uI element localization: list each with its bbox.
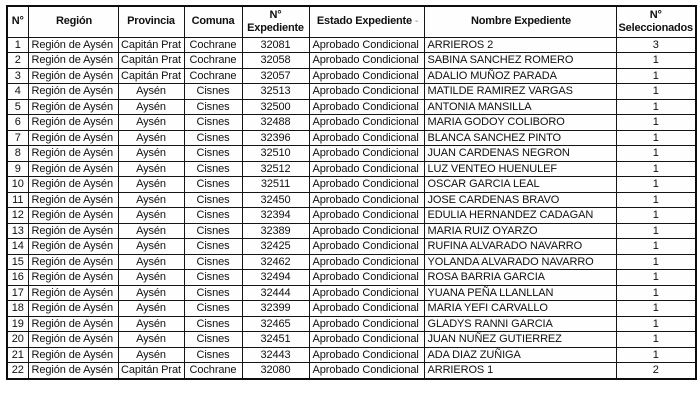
- cell-num: 1: [7, 37, 28, 53]
- cell-seleccionados: 1: [616, 285, 696, 301]
- cell-comuna: Cisnes: [184, 146, 242, 162]
- cell-nombre: EDULIA HERNANDEZ CADAGAN: [424, 208, 616, 224]
- cell-seleccionados: 1: [616, 130, 696, 146]
- cell-nombre: JOSE CARDENAS BRAVO: [424, 192, 616, 208]
- table-row: [7, 332, 696, 348]
- cell-num: 12: [7, 208, 28, 224]
- cell-estado: Aprobado Condicional: [309, 146, 424, 162]
- cell-provincia: Aysén: [118, 332, 184, 348]
- cell-num: 19: [7, 316, 28, 332]
- column-header-num: N°: [7, 6, 28, 37]
- cell-nombre: LUZ VENTEO HUENULEF: [424, 161, 616, 177]
- cell-expediente: 32394: [242, 208, 309, 224]
- cell-estado: Aprobado Condicional: [309, 254, 424, 270]
- cell-seleccionados: 1: [616, 99, 696, 115]
- cell-comuna: Cisnes: [184, 208, 242, 224]
- cell-estado: Aprobado Condicional: [309, 301, 424, 317]
- table-body: [7, 37, 696, 379]
- table-row: [7, 316, 696, 332]
- cell-region: Región de Aysén: [28, 239, 118, 255]
- cell-comuna: Cisnes: [184, 285, 242, 301]
- cell-estado: Aprobado Condicional: [309, 177, 424, 193]
- table-row: [7, 363, 696, 379]
- cell-region: Región de Aysén: [28, 332, 118, 348]
- cell-expediente: 32058: [242, 53, 309, 69]
- cell-region: Región de Aysén: [28, 254, 118, 270]
- cell-estado: Aprobado Condicional: [309, 223, 424, 239]
- cell-provincia: Capitán Prat: [118, 37, 184, 53]
- cell-expediente: 32080: [242, 363, 309, 379]
- cell-region: Región de Aysén: [28, 363, 118, 379]
- cell-nombre: SABINA SANCHEZ ROMERO: [424, 53, 616, 69]
- cell-region: Región de Aysén: [28, 270, 118, 286]
- cell-nombre: RUFINA ALVARADO NAVARRO: [424, 239, 616, 255]
- cell-num: 17: [7, 285, 28, 301]
- cell-provincia: Aysén: [118, 285, 184, 301]
- cell-num: 13: [7, 223, 28, 239]
- cell-comuna: Cisnes: [184, 177, 242, 193]
- cell-seleccionados: 1: [616, 115, 696, 131]
- cell-nombre: MARIA YEFI CARVALLO: [424, 301, 616, 317]
- cell-estado: Aprobado Condicional: [309, 84, 424, 100]
- cell-nombre: MARIA RUIZ OYARZO: [424, 223, 616, 239]
- cell-expediente: 32057: [242, 68, 309, 84]
- cell-seleccionados: 1: [616, 239, 696, 255]
- cell-seleccionados: 1: [616, 161, 696, 177]
- table-row: [7, 146, 696, 162]
- cell-num: 15: [7, 254, 28, 270]
- cell-region: Región de Aysén: [28, 115, 118, 131]
- cell-estado: Aprobado Condicional: [309, 53, 424, 69]
- cell-provincia: Aysén: [118, 208, 184, 224]
- cell-expediente: 32511: [242, 177, 309, 193]
- cell-expediente: 32443: [242, 347, 309, 363]
- table-row: [7, 347, 696, 363]
- cell-comuna: Cisnes: [184, 270, 242, 286]
- table-row: [7, 68, 696, 84]
- cell-comuna: Cisnes: [184, 130, 242, 146]
- cell-num: 2: [7, 53, 28, 69]
- table-row: [7, 285, 696, 301]
- cell-region: Región de Aysén: [28, 285, 118, 301]
- cell-provincia: Aysén: [118, 254, 184, 270]
- column-header-comuna: Comuna: [184, 6, 242, 37]
- cell-estado: Aprobado Condicional: [309, 285, 424, 301]
- cell-expediente: 32510: [242, 146, 309, 162]
- cell-provincia: Aysén: [118, 301, 184, 317]
- cell-estado: Aprobado Condicional: [309, 68, 424, 84]
- cell-comuna: Cochrane: [184, 363, 242, 379]
- column-header-region: Región: [28, 6, 118, 37]
- cell-region: Región de Aysén: [28, 192, 118, 208]
- cell-provincia: Aysén: [118, 239, 184, 255]
- cell-comuna: Cisnes: [184, 332, 242, 348]
- cell-expediente: 32451: [242, 332, 309, 348]
- cell-seleccionados: 1: [616, 223, 696, 239]
- cell-num: 18: [7, 301, 28, 317]
- cell-region: Región de Aysén: [28, 37, 118, 53]
- cell-seleccionados: 1: [616, 84, 696, 100]
- expedientes-table: [6, 5, 697, 380]
- cell-nombre: ARRIEROS 1: [424, 363, 616, 379]
- cell-estado: Aprobado Condicional: [309, 208, 424, 224]
- cell-comuna: Cisnes: [184, 254, 242, 270]
- table-row: [7, 208, 696, 224]
- cell-nombre: MARIA GODOY COLIBORO: [424, 115, 616, 131]
- cell-nombre: OSCAR GARCIA LEAL: [424, 177, 616, 193]
- cell-seleccionados: 3: [616, 37, 696, 53]
- table-row: [7, 270, 696, 286]
- table-row: [7, 177, 696, 193]
- cell-num: 20: [7, 332, 28, 348]
- cell-comuna: Cisnes: [184, 192, 242, 208]
- cell-seleccionados: 1: [616, 347, 696, 363]
- cell-seleccionados: 1: [616, 270, 696, 286]
- table-row: [7, 239, 696, 255]
- cell-seleccionados: 1: [616, 254, 696, 270]
- cell-provincia: Aysén: [118, 161, 184, 177]
- cell-estado: Aprobado Condicional: [309, 130, 424, 146]
- cell-comuna: Cisnes: [184, 316, 242, 332]
- cell-comuna: Cisnes: [184, 239, 242, 255]
- cell-estado: Aprobado Condicional: [309, 363, 424, 379]
- table-row: [7, 53, 696, 69]
- cell-provincia: Capitán Prat: [118, 53, 184, 69]
- cell-comuna: Cisnes: [184, 347, 242, 363]
- cell-comuna: Cisnes: [184, 161, 242, 177]
- cell-estado: Aprobado Condicional: [309, 161, 424, 177]
- cell-comuna: Cisnes: [184, 115, 242, 131]
- cell-provincia: Aysén: [118, 223, 184, 239]
- table-row: [7, 37, 696, 53]
- cell-nombre: GLADYS RANNI GARCIA: [424, 316, 616, 332]
- cell-seleccionados: 1: [616, 53, 696, 69]
- cell-seleccionados: 2: [616, 363, 696, 379]
- column-header-estado-label: Estado Expediente: [316, 15, 412, 28]
- cell-estado: Aprobado Condicional: [309, 37, 424, 53]
- cell-region: Región de Aysén: [28, 84, 118, 100]
- cell-estado: Aprobado Condicional: [309, 115, 424, 131]
- cell-region: Región de Aysén: [28, 316, 118, 332]
- column-header-estado: [309, 6, 424, 37]
- cell-provincia: Capitán Prat: [118, 68, 184, 84]
- cell-provincia: Aysén: [118, 270, 184, 286]
- cell-num: 3: [7, 68, 28, 84]
- cell-expediente: 32081: [242, 37, 309, 53]
- cell-expediente: 32462: [242, 254, 309, 270]
- cell-expediente: 32450: [242, 192, 309, 208]
- cell-expediente: 32399: [242, 301, 309, 317]
- cell-provincia: Aysén: [118, 99, 184, 115]
- cell-region: Región de Aysén: [28, 223, 118, 239]
- cell-num: 7: [7, 130, 28, 146]
- cell-provincia: Aysén: [118, 177, 184, 193]
- cell-nombre: YUANA PEÑA LLANLLAN: [424, 285, 616, 301]
- cell-provincia: Aysén: [118, 146, 184, 162]
- cell-nombre: JUAN CARDENAS NEGRON: [424, 146, 616, 162]
- cell-provincia: Aysén: [118, 130, 184, 146]
- table-row: [7, 115, 696, 131]
- column-header-nombre: Nombre Expediente: [424, 6, 616, 37]
- cell-estado: Aprobado Condicional: [309, 270, 424, 286]
- table-row: [7, 130, 696, 146]
- cell-nombre: ADALIO MUÑOZ PARADA: [424, 68, 616, 84]
- cell-nombre: MATILDE RAMIREZ VARGAS: [424, 84, 616, 100]
- cell-expediente: 32494: [242, 270, 309, 286]
- cell-seleccionados: 1: [616, 68, 696, 84]
- cell-comuna: Cisnes: [184, 223, 242, 239]
- cell-num: 8: [7, 146, 28, 162]
- cell-num: 10: [7, 177, 28, 193]
- cell-provincia: Aysén: [118, 115, 184, 131]
- table-header-row: [7, 6, 696, 37]
- table-row: [7, 254, 696, 270]
- cell-nombre: ADA DIAZ ZUÑIGA: [424, 347, 616, 363]
- cell-provincia: Aysén: [118, 84, 184, 100]
- cell-expediente: 32389: [242, 223, 309, 239]
- column-header-seleccionados: N° Seleccionados: [616, 6, 696, 37]
- cell-seleccionados: 1: [616, 208, 696, 224]
- table-row: [7, 161, 696, 177]
- column-header-provincia: Provincia: [118, 6, 184, 37]
- table-row: [7, 192, 696, 208]
- cell-num: 4: [7, 84, 28, 100]
- cell-region: Región de Aysén: [28, 99, 118, 115]
- estado-header-dash-mark: -: [414, 16, 419, 28]
- cell-region: Región de Aysén: [28, 177, 118, 193]
- cell-expediente: 32488: [242, 115, 309, 131]
- cell-expediente: 32512: [242, 161, 309, 177]
- cell-nombre: ARRIEROS 2: [424, 37, 616, 53]
- cell-num: 22: [7, 363, 28, 379]
- cell-region: Región de Aysén: [28, 130, 118, 146]
- cell-comuna: Cochrane: [184, 37, 242, 53]
- cell-comuna: Cisnes: [184, 84, 242, 100]
- cell-num: 11: [7, 192, 28, 208]
- cell-estado: Aprobado Condicional: [309, 192, 424, 208]
- cell-provincia: Aysén: [118, 347, 184, 363]
- cell-estado: Aprobado Condicional: [309, 239, 424, 255]
- cell-region: Región de Aysén: [28, 301, 118, 317]
- cell-region: Región de Aysén: [28, 53, 118, 69]
- cell-expediente: 32500: [242, 99, 309, 115]
- cell-region: Región de Aysén: [28, 146, 118, 162]
- cell-seleccionados: 1: [616, 301, 696, 317]
- cell-expediente: 32513: [242, 84, 309, 100]
- table-row: [7, 223, 696, 239]
- cell-num: 14: [7, 239, 28, 255]
- cell-comuna: Cisnes: [184, 99, 242, 115]
- cell-estado: Aprobado Condicional: [309, 347, 424, 363]
- cell-expediente: 32396: [242, 130, 309, 146]
- column-header-expediente: N° Expediente: [242, 6, 309, 37]
- cell-provincia: Aysén: [118, 316, 184, 332]
- cell-estado: Aprobado Condicional: [309, 332, 424, 348]
- cell-expediente: 32465: [242, 316, 309, 332]
- cell-nombre: ROSA BARRIA GARCIA: [424, 270, 616, 286]
- cell-provincia: Capitán Prat: [118, 363, 184, 379]
- cell-seleccionados: 1: [616, 332, 696, 348]
- cell-num: 5: [7, 99, 28, 115]
- cell-num: 6: [7, 115, 28, 131]
- cell-num: 21: [7, 347, 28, 363]
- cell-region: Región de Aysén: [28, 347, 118, 363]
- cell-provincia: Aysén: [118, 192, 184, 208]
- cell-comuna: Cochrane: [184, 68, 242, 84]
- cell-expediente: 32444: [242, 285, 309, 301]
- cell-estado: Aprobado Condicional: [309, 316, 424, 332]
- table-row: [7, 301, 696, 317]
- cell-nombre: ANTONIA MANSILLA: [424, 99, 616, 115]
- cell-seleccionados: 1: [616, 177, 696, 193]
- cell-estado: Aprobado Condicional: [309, 99, 424, 115]
- cell-seleccionados: 1: [616, 146, 696, 162]
- table-row: [7, 99, 696, 115]
- cell-region: Región de Aysén: [28, 68, 118, 84]
- cell-region: Región de Aysén: [28, 208, 118, 224]
- cell-comuna: Cisnes: [184, 301, 242, 317]
- table-row: [7, 84, 696, 100]
- cell-num: 9: [7, 161, 28, 177]
- cell-comuna: Cochrane: [184, 53, 242, 69]
- cell-seleccionados: 1: [616, 192, 696, 208]
- cell-seleccionados: 1: [616, 316, 696, 332]
- cell-nombre: JUAN NUÑEZ GUTIERREZ: [424, 332, 616, 348]
- cell-nombre: BLANCA SANCHEZ PINTO: [424, 130, 616, 146]
- cell-expediente: 32425: [242, 239, 309, 255]
- cell-region: Región de Aysén: [28, 161, 118, 177]
- cell-nombre: YOLANDA ALVARADO NAVARRO: [424, 254, 616, 270]
- cell-num: 16: [7, 270, 28, 286]
